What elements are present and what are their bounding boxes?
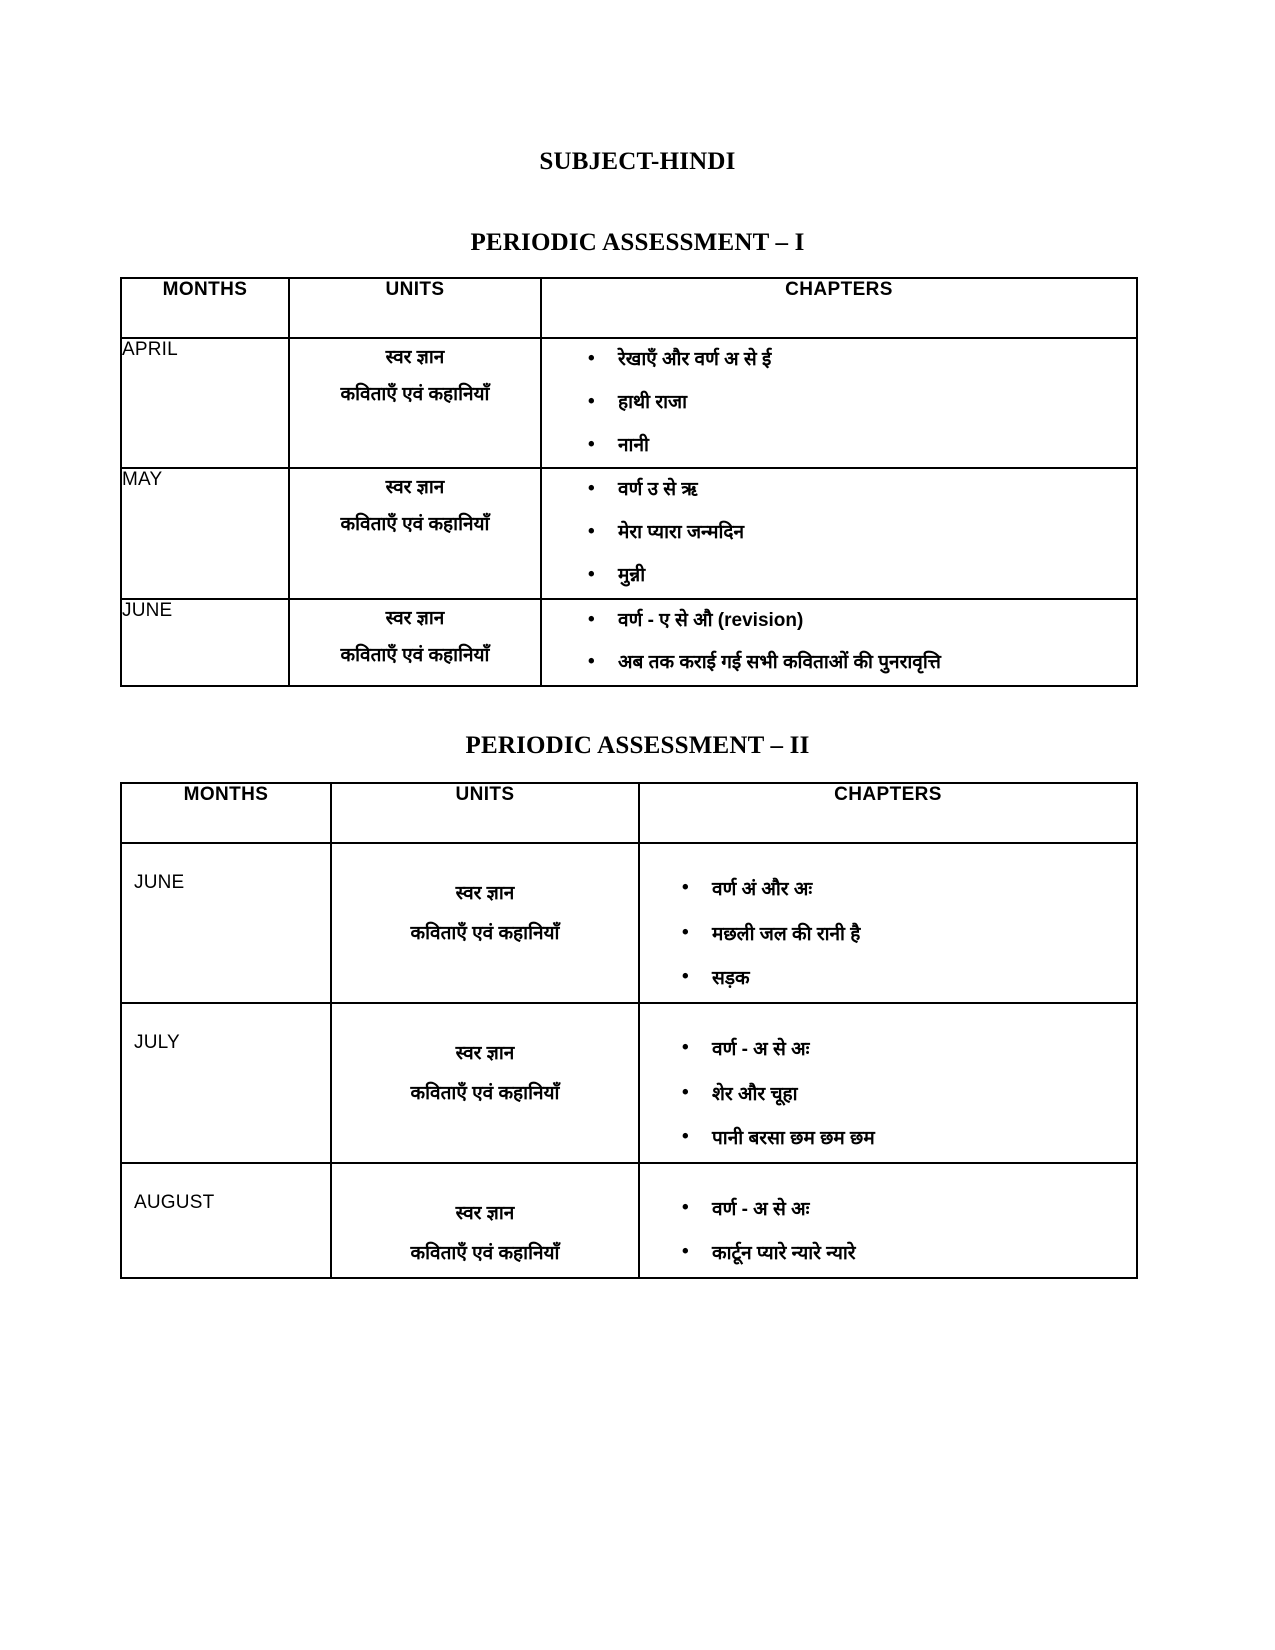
cell-units	[331, 1163, 639, 1278]
cell-month: JUNE	[121, 843, 331, 1003]
list-item: • वर्ण - ए से औ (revision)	[588, 600, 1136, 643]
list-item: • मेरा प्यारा जन्मदिन	[588, 512, 1136, 555]
unit-line: स्वर ज्ञान	[385, 347, 445, 368]
unit-line: कविताएँ एवं कहानियाँ	[340, 514, 490, 536]
column-header-months: MONTHS	[121, 783, 331, 843]
unit-line: स्वर ज्ञान	[455, 883, 515, 904]
cell-chapters	[541, 338, 1137, 468]
unit-line: स्वर ज्ञान	[385, 607, 445, 629]
section-title-pa2: PERIODIC ASSESSMENT – II	[465, 732, 810, 759]
cell-month: APRIL	[121, 338, 289, 468]
table-row	[121, 843, 1137, 1003]
cell-month: JULY	[121, 1003, 331, 1163]
column-header-units: UNITS	[289, 278, 541, 338]
chapter-list	[640, 868, 1136, 1002]
spacer	[120, 257, 1155, 277]
list-item: • वर्ण - अ से अः	[682, 1028, 1136, 1073]
list-item: • मछली जल की रानी है	[682, 913, 1136, 958]
list-item: • शेर और चूहा	[682, 1073, 1136, 1118]
cell-month: MAY	[121, 468, 289, 598]
column-header-chapters: CHAPTERS	[639, 783, 1137, 843]
list-item: • कार्टून प्यारे न्यारे न्यारे	[682, 1232, 1136, 1277]
cell-month: AUGUST	[121, 1163, 331, 1278]
table-row	[121, 1163, 1137, 1278]
list-item: • वर्ण उ से ऋ	[588, 469, 1136, 512]
cell-chapters	[541, 468, 1137, 598]
table-row	[121, 468, 1137, 598]
periodic-assessment-1-table	[120, 277, 1138, 687]
list-item: • पानी बरसा छम छम छम	[682, 1117, 1136, 1162]
section-title-pa1: PERIODIC ASSESSMENT – I	[470, 229, 805, 256]
list-item: • सड़क	[682, 957, 1136, 1002]
table-row	[121, 338, 1137, 468]
table-row	[121, 599, 1137, 687]
column-header-units: UNITS	[331, 783, 639, 843]
cell-chapters	[639, 1003, 1137, 1163]
periodic-assessment-2-table	[120, 782, 1138, 1279]
chapter-list	[542, 600, 1136, 686]
list-item: • वर्ण अं और अः	[682, 868, 1136, 913]
cell-units	[331, 1003, 639, 1163]
cell-units	[289, 599, 541, 687]
unit-line: स्वर ज्ञान	[385, 477, 445, 499]
list-item: • मुन्नी	[588, 555, 1136, 598]
cell-units	[331, 843, 639, 1003]
cell-chapters	[639, 843, 1137, 1003]
chapter-list	[640, 1188, 1136, 1277]
unit-line: कविताएँ एवं कहानियाँ	[410, 922, 560, 944]
unit-line: कविताएँ एवं कहानियाँ	[410, 1082, 560, 1104]
cell-month: JUNE	[121, 599, 289, 687]
cell-chapters	[639, 1163, 1137, 1278]
column-header-months: MONTHS	[121, 278, 289, 338]
table-row	[121, 1003, 1137, 1163]
list-item: • वर्ण - अ से अः	[682, 1188, 1136, 1233]
list-item: • रेखाएँ और वर्ण अ से ई	[588, 339, 1136, 382]
list-item: • अब तक कराई गई सभी कविताओं की पुनरावृत्ति	[588, 642, 1136, 685]
unit-line: कविताएँ एवं कहानियाँ	[340, 644, 490, 666]
list-item: • नानी	[588, 425, 1136, 468]
unit-line: कविताएँ एवं कहानियाँ	[410, 1242, 560, 1264]
spacer	[120, 176, 1155, 229]
unit-line: स्वर ज्ञान	[455, 1202, 515, 1224]
chapter-list	[542, 469, 1136, 597]
cell-chapters	[541, 599, 1137, 687]
chapter-list	[542, 339, 1136, 467]
table-header-row	[121, 783, 1137, 843]
page-title: SUBJECT-HINDI	[539, 148, 736, 175]
cell-units	[289, 338, 541, 468]
cell-units	[289, 468, 541, 598]
chapter-list	[640, 1028, 1136, 1162]
unit-line: कविताएँ एवं कहानियाँ	[340, 384, 490, 406]
spacer	[120, 760, 1155, 782]
list-item: • हाथी राजा	[588, 382, 1136, 425]
table-header-row	[121, 278, 1137, 338]
spacer	[120, 687, 1155, 732]
unit-line: स्वर ज्ञान	[455, 1042, 515, 1064]
column-header-chapters: CHAPTERS	[541, 278, 1137, 338]
